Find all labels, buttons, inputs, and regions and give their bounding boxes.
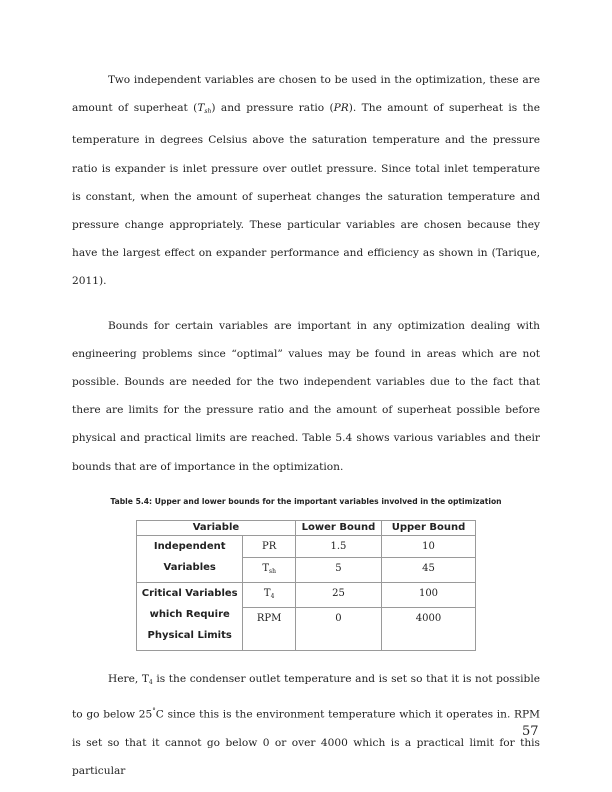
symbol-t-letter: T [197,102,205,115]
cell-lower-bound: 1.5 [295,535,381,557]
paragraph-text: Two independent variables are chosen to be used in the optimization, these are amount of superheat ( [72,74,540,115]
var-letter: T [262,562,269,574]
cell-variable: PR [243,535,296,557]
paragraph-text: ). The amount of superheat is the temperature in degrees Celsius above the saturation temperature and the pressure ratio is expander is inlet pressure over outlet pressure. Since total inlet temperature is constant, when the amount of superheat changes the saturation temperature and pressure change appropriately. These particular variables are chosen because they have the largest effect on expander performance and efficiency as shown in (Tarique, 2011). [72,102,540,288]
cell-variable [243,557,296,582]
cell-variable [243,582,296,607]
page-body [72,66,540,785]
table-caption: Table 5.4: Upper and lower bounds for the important variables involved in the optimization [110,496,502,506]
paragraph-text: C since this is the environment temperature which it operates in. RPM is set so that it cannot go below 0 or over 4000 which is a practical limit for this particular [72,708,540,777]
table-header-row [137,520,476,535]
bounds-table [136,520,476,651]
cell-upper-bound: 4000 [382,607,476,650]
cell-upper-bound: 10 [382,535,476,557]
cell-upper-bound: 100 [382,582,476,607]
var-subscript: sh [269,567,276,575]
group-label-line: Variables [163,561,216,573]
cell-lower-bound: 5 [295,557,381,582]
group-label-line: Independent [153,540,226,552]
paragraph-text: is the condenser outlet temperature and is set so that it is not possible to go below 25 [72,672,540,721]
group-label-line: Critical Variables [141,587,238,599]
header-upper-bound: Upper Bound [382,520,476,535]
cell-lower-bound: 0 [295,607,381,650]
symbol-t [197,102,211,114]
var-letter: T [263,587,271,599]
group-label-line: which Require [149,608,230,620]
paragraph-text: ) and pressure ratio ( [211,102,334,115]
table-row [137,582,476,607]
cell-lower-bound: 25 [295,582,381,607]
group-label-line: Physical Limits [147,629,232,641]
cell-variable: RPM [243,607,296,650]
subscript: 4 [148,678,153,686]
cell-upper-bound: 45 [382,557,476,582]
page-number: 57 [522,724,539,739]
group-independent-variables [137,535,243,582]
symbol-t-subscript: sh [204,108,212,116]
paragraph-explanation [72,665,540,785]
symbol-pr: PR [333,102,349,115]
group-critical-variables [137,582,243,650]
paragraph-text: Here, T [108,672,149,685]
table-row [137,535,476,557]
paragraph-bounds: Bounds for certain variables are important in any optimization dealing with engineering problems since “optimal” values may be found in areas which are not possible. Bounds are needed for the two independent variables due to the fact that there are limits for the pressure ratio and the amount of superheat possible before physical and practical limits are reached. Table 5.4 shows various variables and their bounds that are of importance in the optimization. [72,319,540,473]
header-lower-bound: Lower Bound [295,520,381,535]
header-variable: Variable [137,520,296,535]
var-subscript: 4 [270,592,275,600]
paragraph-variables [72,66,540,296]
degree-symbol: ° [152,707,156,716]
